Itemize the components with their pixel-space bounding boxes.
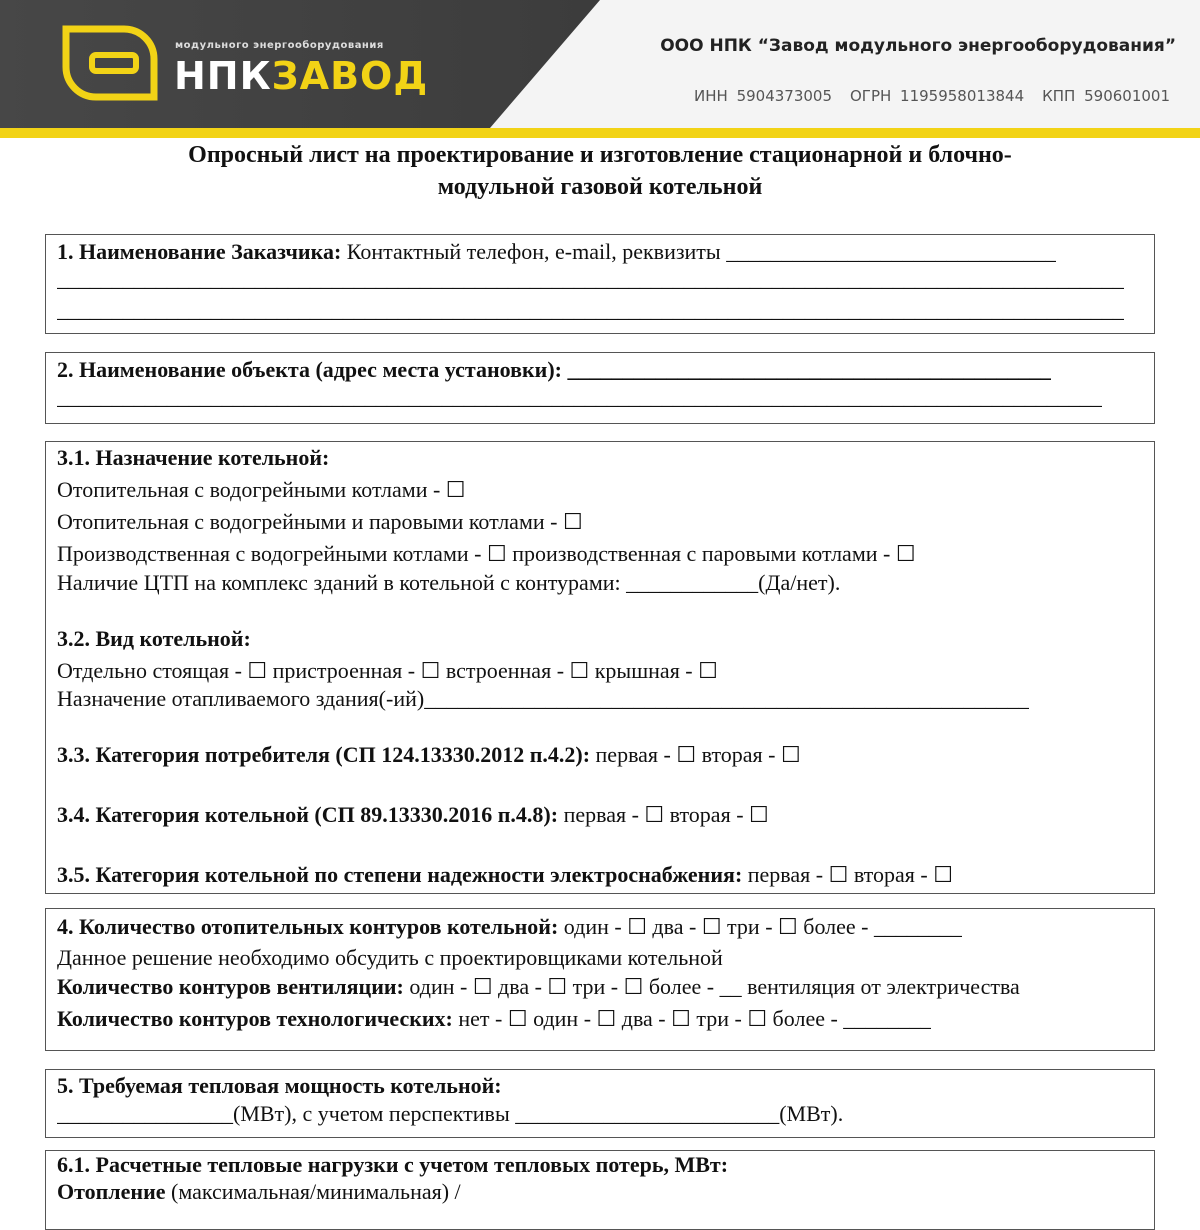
form-line xyxy=(57,1152,728,1178)
field-label: 1. Наименование Заказчика: xyxy=(57,239,342,264)
page-title xyxy=(0,139,1200,203)
form-line xyxy=(57,945,723,971)
form-line xyxy=(57,239,1056,265)
brand-name-white: НПК xyxy=(174,54,272,98)
form-line xyxy=(57,862,953,888)
inn: ИНН 5904373005 xyxy=(694,87,832,105)
field-text: _________________________________________________________________________________________________ xyxy=(57,297,1124,322)
field-label: Количество контуров технологических: xyxy=(57,1006,453,1031)
kpp: КПП 590601001 xyxy=(1042,87,1170,105)
field-label: 3.1. Назначение котельной: xyxy=(57,445,330,470)
form-line xyxy=(57,509,583,535)
company-registration xyxy=(676,87,1170,105)
form-line xyxy=(57,658,718,684)
brand-name-yellow: ЗАВОД xyxy=(271,54,429,98)
field-text: Наличие ЦТП на комплекс зданий в котельной с контурами: ____________(Да/нет). xyxy=(57,570,841,595)
form-line xyxy=(57,1073,502,1099)
field-text: ________________(МВт), с учетом перспективы ________________________(МВт). xyxy=(57,1101,844,1126)
field-text: Данное решение необходимо обсудить с проектировщиками котельной xyxy=(57,945,723,970)
form-line xyxy=(57,742,801,768)
form-line xyxy=(57,1006,931,1032)
field-text: первая - ☐ вторая - ☐ xyxy=(558,802,769,827)
field-text: нет - ☐ один - ☐ два - ☐ три - ☐ более - ________ xyxy=(452,1006,932,1031)
field-label: 2. Наименование объекта (адрес места установки): ____________________________________________ xyxy=(57,357,1052,382)
field-text: (максимальная/минимальная) / xyxy=(165,1179,461,1204)
field-text: Назначение отапливаемого здания(-ий)_______________________________________________________ xyxy=(57,686,1030,711)
field-label: 4. Количество отопительных контуров котельной: xyxy=(57,914,559,939)
ogrn: ОГРН 1195958013844 xyxy=(850,87,1025,105)
form-line xyxy=(57,357,1051,383)
form-line xyxy=(57,541,916,567)
form-line xyxy=(57,1101,843,1127)
field-label: 3.5. Категория котельной по степени надежности электроснабжения: xyxy=(57,862,743,887)
title-line-2: модульной газовой котельной xyxy=(437,174,763,200)
field-text: первая - ☐ вторая - ☐ xyxy=(742,862,953,887)
form-line xyxy=(57,445,329,471)
field-label: 6.1. Расчетные тепловые нагрузки с учетом тепловых потерь, МВт: xyxy=(57,1152,729,1177)
field-label: Отопление xyxy=(57,1179,166,1204)
letterhead-yellow-stripe xyxy=(0,128,1200,138)
form-line xyxy=(57,686,1029,712)
field-label: 3.4. Категория котельной (СП 89.13330.2016 п.4.8): xyxy=(57,802,559,827)
field-text: первая - ☐ вторая - ☐ xyxy=(590,742,801,767)
form-line xyxy=(57,802,769,828)
company-name: ООО НПК “Завод модульного энергооборудования” xyxy=(660,36,1176,56)
form-line xyxy=(57,266,1124,292)
field-text: Отопительная с водогрейными и паровыми котлами - ☐ xyxy=(57,509,583,534)
letterhead xyxy=(0,0,1200,138)
field-label: 3.2. Вид котельной: xyxy=(57,626,251,651)
field-label: 3.3. Категория потребителя (СП 124.13330.2012 п.4.2): xyxy=(57,742,591,767)
field-text: _________________________________________________________________________________________________ xyxy=(57,266,1124,291)
form-line xyxy=(57,1179,461,1205)
field-text: Производственная с водогрейными котлами - ☐ производственная с паровыми котлами - ☐ xyxy=(57,541,916,566)
form-line xyxy=(57,914,962,940)
field-text: один - ☐ два - ☐ три - ☐ более - ________ xyxy=(558,914,962,939)
form-line xyxy=(57,626,251,652)
field-label: Количество контуров вентиляции: xyxy=(57,974,404,999)
form-line xyxy=(57,384,1102,410)
company-logo-icon xyxy=(62,25,158,101)
field-text: Отопительная с водогрейными котлами - ☐ xyxy=(57,477,466,502)
field-text: _______________________________________________________________________________________________ xyxy=(57,384,1102,409)
title-line-1: Опросный лист на проектирование и изготовление стационарной и блочно- xyxy=(188,142,1012,168)
field-text: один - ☐ два - ☐ три - ☐ более - __ вентиляция от электричества xyxy=(403,974,1020,999)
field-text: Контактный телефон, e-mail, реквизиты ______________________________ xyxy=(341,239,1057,264)
brand-name xyxy=(174,54,428,98)
brand-tagline: модульного энергооборудования xyxy=(175,40,384,51)
form-line xyxy=(57,974,1020,1000)
field-text: Отдельно стоящая - ☐ пристроенная - ☐ встроенная - ☐ крышная - ☐ xyxy=(57,658,718,683)
form-line xyxy=(57,477,466,503)
field-label: 5. Требуемая тепловая мощность котельной: xyxy=(57,1073,502,1098)
form-line xyxy=(57,570,840,596)
form-line xyxy=(57,297,1124,323)
